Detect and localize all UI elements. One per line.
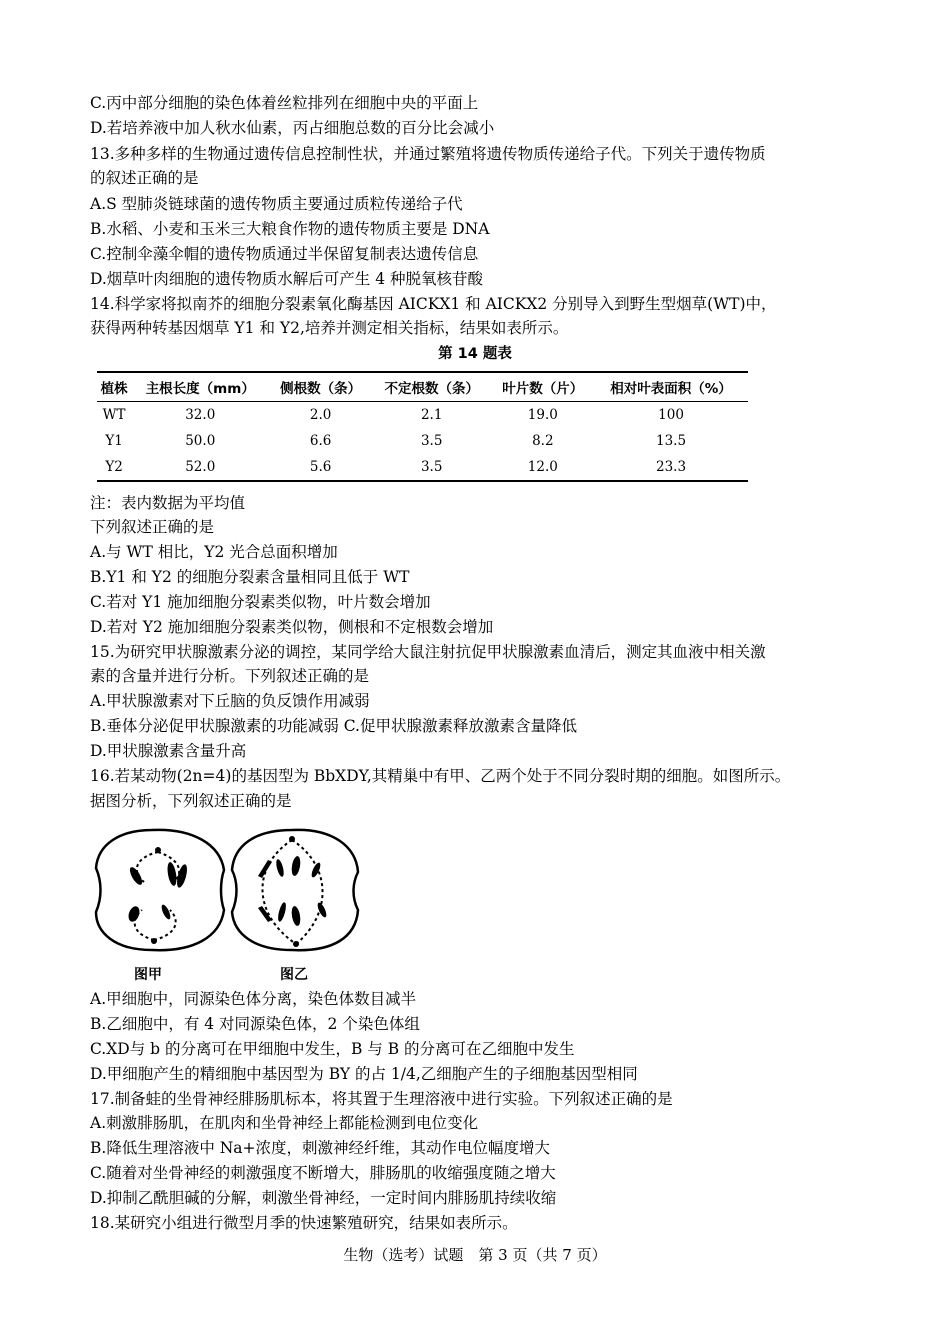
table-cell: 23.3 xyxy=(656,459,687,475)
column-header: 侧根数（条） xyxy=(280,381,362,397)
question-13-stem: 13.多种多样的生物通过遗传信息控制性状，并通过繁殖将遗传物质传递给子代。下列关于遗传物质 xyxy=(90,145,766,163)
cell-b-membrane xyxy=(232,830,358,950)
cell-division-figure xyxy=(92,826,362,986)
cell-a-chromosomes xyxy=(127,861,189,923)
cell-a-centriole xyxy=(151,938,157,944)
figure-label-a: 图甲 xyxy=(134,967,162,983)
text-line: 素的含量并进行分析。下列叙述正确的是 xyxy=(90,667,370,685)
column-header: 主根长度（mm） xyxy=(145,381,255,397)
option-a: A.甲状腺激素对下丘脑的负反馈作用减弱 xyxy=(90,692,370,710)
table-cell: 5.6 xyxy=(309,459,332,475)
cell-diagram-svg xyxy=(92,826,362,956)
table-cell: 3.5 xyxy=(420,459,443,475)
question-15-stem: 15.为研究甲状腺激素分泌的调控，某同学给大鼠注射抗促甲状腺激素血清后，测定其血液中相关激 xyxy=(90,643,766,661)
cell-a-centriole xyxy=(155,847,161,853)
text-line: 获得两种转基因烟草 Y1 和 Y2,培养并测定相关指标，结果如表所示。 xyxy=(90,319,569,337)
table-cell: 100 xyxy=(658,407,684,423)
text-line: D.若培养液中加人秋水仙素，丙占细胞总数的百分比会减小 xyxy=(90,119,495,137)
option-c: C.若对 Y1 施加细胞分裂素类似物，叶片数会增加 xyxy=(90,593,431,611)
table-cell: 50.0 xyxy=(185,433,216,449)
text-line: C.丙中部分细胞的染色体着丝粒排列在细胞中央的平面上 xyxy=(90,94,479,112)
table-header-row xyxy=(97,372,748,402)
figure-label-b: 图乙 xyxy=(280,967,308,983)
question-18-stem: 18.某研究小组进行微型月季的快速繁殖研究，结果如表所示。 xyxy=(90,1214,518,1232)
question-16-stem: 16.若某动物(2n=4)的基因型为 BbXDY,其精巢中有甲、乙两个处于不同分裂时期的细胞。如图所示。 xyxy=(90,767,791,785)
column-header: 叶片数（片） xyxy=(502,381,584,397)
table-row xyxy=(97,402,748,429)
option-c: C.XD与 b 的分离可在甲细胞中发生，B 与 B 的分离可在乙细胞中发生 xyxy=(90,1040,575,1058)
table-cell: WT xyxy=(102,407,126,423)
option-b: B.水稻、小麦和玉米三大粮食作物的遗传物质主要是 DNA xyxy=(90,220,490,238)
question-17-stem: 17.制备蛙的坐骨神经腓肠肌标本，将其置于生理溶液中进行实验。下列叙述正确的是 xyxy=(90,1090,673,1108)
text-line: 下列叙述正确的是 xyxy=(90,518,215,536)
text-line: 据图分析，下列叙述正确的是 xyxy=(90,792,292,810)
option-d: D.抑制乙酰胆碱的分解，刺激坐骨神经，一定时间内腓肠肌持续收缩 xyxy=(90,1189,557,1207)
table-cell: Y1 xyxy=(105,433,123,449)
table-cell: Y2 xyxy=(105,459,123,475)
table-cell: 8.2 xyxy=(532,433,554,449)
table-note: 注：表内数据为平均值 xyxy=(90,494,246,512)
text-line: 的叙述正确的是 xyxy=(90,169,199,187)
option-b: B.降低生理溶液中 Na+浓度，刺激神经纤维，其动作电位幅度增大 xyxy=(90,1139,551,1157)
column-header: 植株 xyxy=(100,381,128,397)
table-row xyxy=(97,428,748,454)
question-14-stem: 14.科学家将拟南芥的细胞分裂素氧化酶基因 AICKX1 和 AICKX2 分别导入到野生型烟草(WT)中， xyxy=(90,295,777,313)
table-cell: 2.1 xyxy=(420,407,443,423)
option-c: C.随着对坐骨神经的刺激强度不断增大，腓肠肌的收缩强度随之增大 xyxy=(90,1164,556,1182)
table-row xyxy=(97,454,748,481)
option-b-c: B.垂体分泌促甲状腺激素的功能减弱 C.促甲状腺激素释放激素含量降低 xyxy=(90,717,577,735)
option-b: B.Y1 和 Y2 的细胞分裂素含量相同且低于 WT xyxy=(90,568,410,586)
option-d: D.甲细胞产生的精细胞中基因型为 BY 的占 1/4,乙细胞产生的子细胞基因型相同 xyxy=(90,1065,638,1083)
table-cell: 52.0 xyxy=(185,459,216,475)
table-cell: 32.0 xyxy=(185,407,216,423)
column-header: 相对叶表面积（%） xyxy=(610,381,732,397)
option-a: A.甲细胞中，同源染色体分离，染色体数目减半 xyxy=(90,990,417,1008)
page-footer: 生物（选考）试题 第 3 页（共 7 页） xyxy=(343,1246,607,1264)
table-cell: 12.0 xyxy=(527,459,558,475)
cell-b-centriole xyxy=(293,941,299,947)
table-cell: 13.5 xyxy=(656,433,687,449)
option-b: B.乙细胞中，有 4 对同源染色体，2 个染色体组 xyxy=(90,1015,420,1033)
option-c: C.控制伞藻伞帽的遗传物质通过半保留复制表达遗传信息 xyxy=(90,245,479,263)
data-table xyxy=(97,371,748,482)
table-cell: 19.0 xyxy=(527,407,558,423)
table-cell: 6.6 xyxy=(309,433,332,449)
cell-b-centriole xyxy=(289,836,295,842)
option-a: A.与 WT 相比，Y2 光合总面积增加 xyxy=(90,543,338,561)
option-d: D.甲状腺激素含量升高 xyxy=(90,742,247,760)
table-cell: 3.5 xyxy=(420,433,443,449)
option-d: D.烟草叶肉细胞的遗传物质水解后可产生 4 种脱氧核苷酸 xyxy=(90,270,484,288)
table-caption: 第 14 题表 xyxy=(438,346,512,362)
cell-b-spindle xyxy=(262,840,322,944)
table-cell: 2.0 xyxy=(309,407,332,423)
option-a: A.刺激腓肠肌，在肌肉和坐骨神经上都能检测到电位变化 xyxy=(90,1114,479,1132)
option-a: A.S 型肺炎链球菌的遗传物质主要通过质粒传递给子代 xyxy=(90,195,463,213)
cell-b-chromosomes xyxy=(258,855,328,926)
option-d: D.若对 Y2 施加细胞分裂素类似物，侧根和不定根数会增加 xyxy=(90,618,494,636)
column-header: 不定根数（条） xyxy=(384,381,479,397)
